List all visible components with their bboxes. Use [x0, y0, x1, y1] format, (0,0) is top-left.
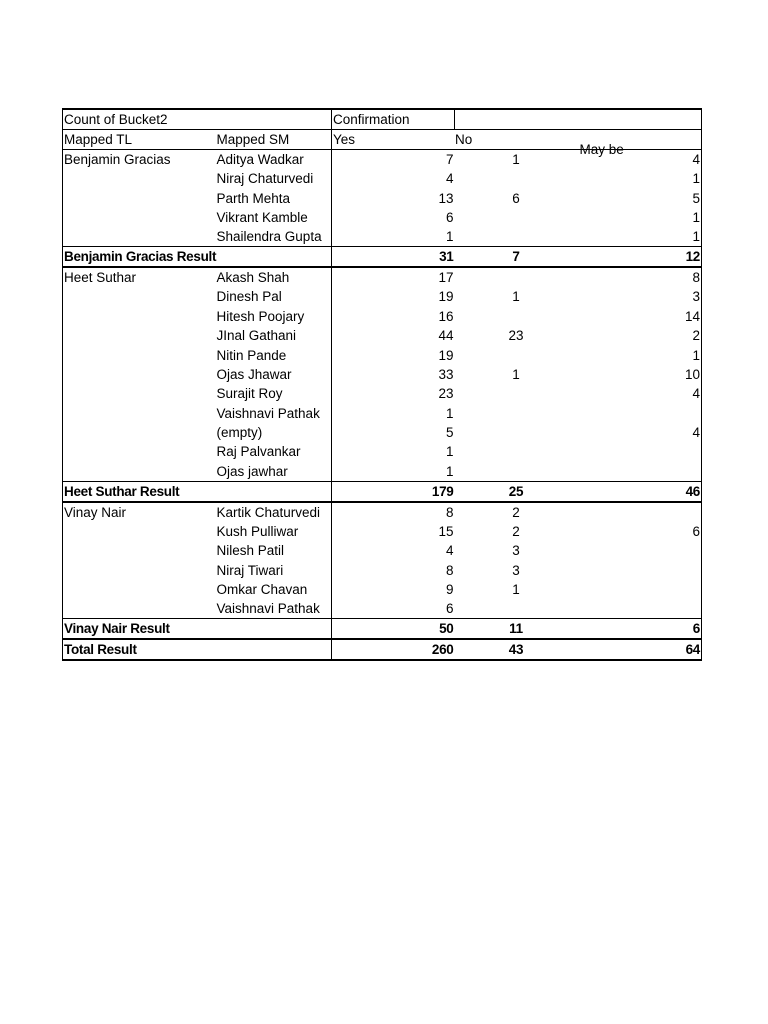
maybe-cell: 6: [578, 522, 702, 541]
mapped-sm-cell: Vaishnavi Pathak: [216, 599, 332, 619]
table-row: [63, 404, 702, 423]
no-cell: 6: [512, 190, 520, 206]
no-cell: [455, 169, 578, 188]
group-result-yes: 179: [332, 481, 455, 502]
mapped-sm-cell: Shailendra Gupta: [216, 227, 332, 247]
mapped-sm-header: Mapped SM: [216, 130, 332, 150]
mapped-tl-cell: [63, 227, 216, 247]
maybe-cell: [578, 580, 702, 599]
mapped-sm-cell: Raj Palvankar: [216, 444, 301, 460]
no-cell: [455, 423, 578, 442]
maybe-cell: 1: [578, 208, 702, 227]
no-cell: [455, 599, 578, 619]
no-cell: 2: [512, 523, 520, 539]
table-row: [63, 502, 702, 522]
table-row: [63, 541, 702, 560]
yes-cell: 7: [332, 150, 455, 170]
mapped-tl-cell: [63, 188, 216, 207]
no-cell: [455, 384, 578, 403]
maybe-cell: 5: [578, 188, 702, 207]
table-row: [63, 462, 702, 482]
yes-cell: 9: [332, 580, 455, 599]
yes-cell: 19: [332, 345, 455, 364]
no-cell: [455, 307, 578, 326]
no-cell: [455, 462, 578, 482]
mapped-tl-cell: Benjamin Gracias: [63, 150, 216, 170]
mapped-tl-cell: [63, 307, 216, 326]
mapped-sm-cell: Vikrant Kamble: [216, 209, 308, 225]
mapped-sm-cell: Niraj Chaturvedi: [216, 171, 314, 187]
table-row: [63, 365, 702, 384]
maybe-cell: 8: [578, 267, 702, 287]
yes-cell: 8: [332, 502, 455, 522]
total-result-no: 43: [455, 639, 578, 660]
maybe-cell: [578, 404, 702, 423]
total-result-row: [63, 639, 702, 660]
mapped-sm-cell: Kartik Chaturvedi: [216, 504, 321, 520]
yes-header-text: Yes: [333, 132, 356, 147]
maybe-cell: 10: [578, 365, 702, 384]
group-result-row: [63, 481, 702, 502]
yes-cell: 1: [332, 404, 455, 423]
no-cell: [455, 227, 578, 247]
maybe-cell: 2: [578, 326, 702, 345]
mapped-tl-cell: Heet Suthar: [63, 267, 216, 287]
yes-cell: 19: [332, 287, 455, 306]
mapped-tl-cell: [63, 365, 216, 384]
mapped-tl-cell: [63, 326, 216, 345]
table-row: [63, 345, 702, 364]
group-result-maybe: 6: [578, 619, 702, 640]
mapped-tl-cell: [63, 580, 216, 599]
no-cell: 23: [508, 328, 524, 344]
mapped-sm-cell: Akash Shah: [216, 270, 290, 286]
table-row: [63, 188, 702, 207]
group-result-yes: 50: [332, 619, 455, 640]
no-cell: 1: [512, 152, 520, 167]
total-result-yes: 260: [332, 639, 455, 660]
maybe-header-cell: [578, 130, 702, 157]
no-cell: 3: [512, 543, 520, 559]
mapped-tl-cell: [63, 404, 216, 423]
no-cell: 1: [512, 582, 520, 598]
maybe-cell: 4: [578, 423, 702, 442]
table-row: [63, 522, 702, 541]
yes-cell: 13: [332, 188, 455, 207]
table-row: [63, 227, 702, 247]
mapped-tl-cell: [63, 599, 216, 619]
group-result-row: [63, 247, 702, 268]
table-row: [63, 442, 702, 461]
maybe-cell: [578, 560, 702, 579]
mapped-sm-cell: Kush Pulliwar: [216, 523, 299, 539]
count-of-bucket-label: Count of Bucket2: [63, 109, 332, 130]
mapped-sm-cell: Ojas Jhawar: [216, 366, 292, 382]
table-row: [63, 169, 702, 188]
no-cell: 3: [512, 562, 520, 578]
mapped-sm-cell: Dinesh Pal: [216, 289, 282, 305]
no-cell: 1: [512, 289, 520, 305]
table-row: [63, 384, 702, 403]
group-result-label: Vinay Nair Result: [63, 619, 332, 640]
mapped-sm-cell: Niraj Tiwari: [216, 562, 284, 578]
maybe-cell: [578, 599, 702, 619]
yes-header: [332, 130, 473, 150]
yes-cell: 23: [332, 384, 455, 403]
maybe-header-text: May be: [579, 141, 624, 157]
no-cell: [455, 208, 578, 227]
maybe-cell: [578, 502, 702, 522]
yes-cell: 1: [332, 442, 455, 461]
table-row: [63, 287, 702, 306]
confirmation-spacer: [455, 109, 702, 130]
total-result-label: Total Result: [63, 639, 332, 660]
mapped-tl-cell: [63, 462, 216, 482]
total-result-maybe: 64: [578, 639, 702, 660]
mapped-tl-cell: [63, 541, 216, 560]
maybe-cell: 1: [578, 345, 702, 364]
table-row: [63, 326, 702, 345]
maybe-cell: [578, 442, 702, 461]
mapped-tl-cell: Vinay Nair: [63, 502, 216, 522]
table-row: [63, 423, 702, 442]
maybe-cell: 4: [578, 384, 702, 403]
group-result-label: Benjamin Gracias Result: [63, 247, 332, 268]
no-cell: [455, 345, 578, 364]
mapped-tl-cell: [63, 560, 216, 579]
table-row: [63, 580, 702, 599]
header-row-2: [63, 130, 702, 150]
table-row: [63, 307, 702, 326]
group-result-no: 11: [455, 619, 578, 640]
group-result-label: Heet Suthar Result: [63, 481, 332, 502]
yes-cell: 4: [332, 541, 455, 560]
mapped-tl-cell: [63, 442, 216, 461]
maybe-cell: 1: [578, 227, 702, 247]
yes-cell: 16: [332, 307, 455, 326]
group-result-row: [63, 619, 702, 640]
maybe-cell: [578, 462, 702, 482]
mapped-sm-cell: Ojas jawhar: [216, 462, 332, 482]
mapped-sm-cell: Nilesh Patil: [216, 543, 285, 559]
no-cell: [455, 404, 578, 423]
group-result-maybe: 12: [578, 247, 702, 268]
mapped-sm-cell: Nitin Pande: [216, 347, 287, 363]
maybe-cell: 14: [578, 307, 702, 326]
mapped-sm-cell: (empty): [216, 425, 263, 441]
maybe-cell: 1: [578, 169, 702, 188]
group-result-no: 25: [455, 481, 578, 502]
table-row: [63, 560, 702, 579]
no-header-text: No: [455, 132, 473, 147]
yes-cell: 1: [332, 462, 455, 482]
group-result-maybe: 46: [578, 481, 702, 502]
mapped-sm-cell: JInal Gathani: [216, 328, 297, 344]
mapped-tl-cell: [63, 423, 216, 442]
yes-cell: 1: [332, 227, 455, 247]
yes-cell: 33: [332, 365, 455, 384]
maybe-cell: 4: [578, 150, 702, 170]
yes-cell: 4: [332, 169, 455, 188]
yes-cell: 5: [332, 423, 455, 442]
table-row: [63, 599, 702, 619]
mapped-tl-cell: [63, 169, 216, 188]
yes-cell: 8: [332, 560, 455, 579]
maybe-cell: [578, 541, 702, 560]
no-cell: 2: [512, 504, 520, 520]
group-result-no: 7: [455, 247, 578, 268]
mapped-sm-cell: Hitesh Poojary: [216, 308, 305, 324]
mapped-tl-cell: [63, 384, 216, 403]
yes-cell: 17: [332, 267, 455, 287]
no-cell: 1: [512, 366, 520, 382]
mapped-tl-cell: [63, 287, 216, 306]
yes-cell: 15: [332, 522, 455, 541]
pivot-table: [62, 108, 702, 661]
yes-cell: 44: [332, 326, 455, 345]
no-header-cell: [455, 130, 578, 150]
pivot-body: [63, 109, 702, 660]
mapped-sm-cell: Omkar Chavan: [216, 582, 308, 598]
no-cell: [455, 442, 578, 461]
mapped-sm-cell: Parth Mehta: [216, 190, 291, 206]
mapped-sm-cell: Aditya Wadkar: [216, 152, 304, 167]
mapped-tl-cell: [63, 208, 216, 227]
yes-cell: 6: [332, 599, 455, 619]
yes-cell: 6: [332, 208, 455, 227]
group-result-yes: 31: [332, 247, 455, 268]
table-row: [63, 208, 702, 227]
table-row: [63, 267, 702, 287]
mapped-tl-cell: [63, 522, 216, 541]
no-cell: [455, 267, 578, 287]
mapped-tl-cell: [63, 345, 216, 364]
header-row-1: [63, 109, 702, 130]
maybe-cell: 3: [578, 287, 702, 306]
confirmation-label: Confirmation: [332, 109, 455, 130]
mapped-sm-cell: Vaishnavi Pathak: [216, 405, 320, 421]
mapped-tl-header: Mapped TL: [63, 130, 216, 150]
mapped-sm-cell: Surajit Roy: [216, 386, 283, 402]
